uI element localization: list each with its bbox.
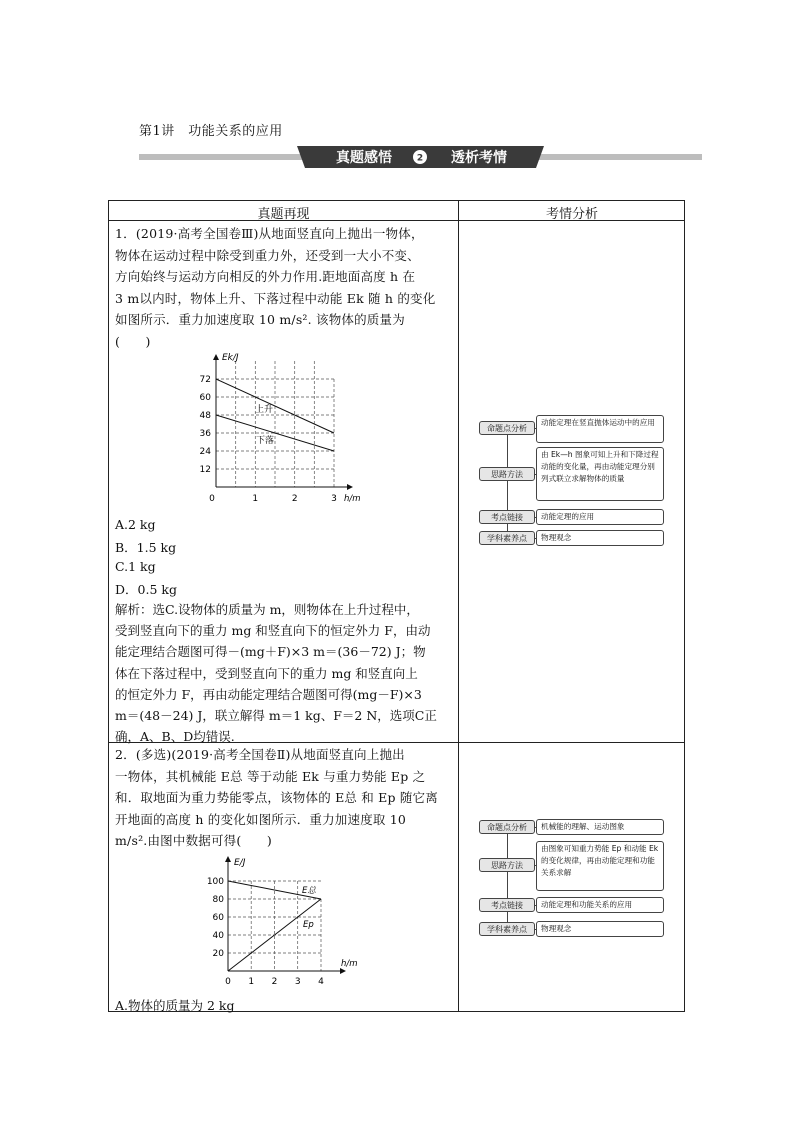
q1-cat-method: 思路方法 [479,467,535,481]
header-analysis: 考情分析 [545,207,598,222]
q2-cat-method: 思路方法 [479,858,535,872]
q1-chart [194,351,374,511]
q1-analysis-line: 确，A、B、D均错误. [115,729,235,745]
section-banner [139,145,702,169]
q2-total-label: E总 [302,886,316,896]
q2-ytick: 80 [212,895,224,905]
q2-xtick: 1 [248,977,255,987]
q1-ytick: 12 [199,465,211,475]
exam-table [108,200,685,1012]
q1-option-a: A.2 kg [115,517,156,532]
q2-line-3: 和．取地面为重力势能零点，该物体的 E总 和 Ep 随它离 [115,790,438,805]
q1-box-link: 动能定理的应用 [536,509,664,525]
q1-line-3: 方向始终与运动方向相反的外力作用.距地面高度 h 在 [115,269,416,284]
banner-left-text: 真题感悟 [336,150,392,166]
q1-analysis [115,599,455,747]
q2-ytick: 20 [212,949,224,959]
q2-option-a: A.物体的质量为 2 kg [115,998,235,1013]
q1-analysis-line: 能定理结合题图可得－(mg＋F)×3 m＝(36－72) J；物 [115,644,426,660]
q2-line-4: 开地面的高度 h 的变化如图所示．重力加速度取 10 [115,811,407,827]
q1-origin: 0 [209,494,215,504]
q1-ytick: 48 [199,411,211,421]
q1-analysis-line: 的恒定外力 F，再由动能定理结合题图可得(mg－F)×3 [115,686,422,702]
q2-chart [203,853,373,988]
q1-xtick: 3 [331,494,337,504]
q1-line-6: ( ) [115,333,151,349]
q1-option-c: C.1 kg [115,559,156,574]
q1-ytick: 36 [199,429,211,439]
q2-ytick: 60 [212,913,224,923]
q1-line-5: 如图所示．重力加速度取 10 m/s². 该物体的质量为 [115,312,405,327]
q1-box-literacy: 物理观念 [536,530,664,546]
q2-xtick: 4 [318,977,324,987]
q1-analysis-line: m＝(48－24) J，联立解得 m＝1 kg、F＝2 N，选项C正 [115,708,437,724]
q2-stem [115,744,452,852]
q1-ytick: 72 [199,375,211,385]
q1-ytick: 24 [199,447,211,457]
q2-line-2: 一物体，其机械能 E总 等于动能 Ek 与重力势能 Ep 之 [115,768,426,784]
q2-x-label: h/m [341,959,358,969]
q2-ytick: 100 [206,877,224,887]
q1-analysis-line: 体在下落过程中，受到竖直向下的重力 mg 和竖直向上 [115,665,418,681]
svg-text:2: 2 [416,153,424,164]
q2-y-label: E/J [234,858,246,868]
q2-cat-link: 考点链接 [479,898,535,912]
q1-box-point: 动能定理在竖直抛体运动中的应用 [536,415,664,443]
q1-y-label: Ek/J [222,353,239,363]
q1-option-d: D．0.5 kg [115,582,177,597]
q2-box-method: 由图象可知重力势能 Ep 和动能 Ek 的变化规律，再由动能定理和功能关系求解 [536,841,664,891]
q1-down-label: 下落 [256,436,275,446]
q2-box-literacy: 物理观念 [536,921,664,937]
q1-option-b: B．1.5 kg [115,540,177,555]
q2-xtick: 3 [294,977,301,987]
q2-line-1: 2．(多选)(2019·高考全国卷Ⅱ)从地面竖直向上抛出 [115,747,405,762]
q1-line-1: 1．(2019·高考全国卷Ⅲ)从地面竖直向上抛出一物体， [115,226,424,241]
q2-cat-literacy: 学科素养点 [479,922,535,936]
q2-line-5: m/s².由图中数据可得( ) [115,833,272,848]
q1-xtick: 1 [252,494,259,504]
q2-box-link: 动能定理和功能关系的应用 [536,897,664,913]
q1-cat-link: 考点链接 [479,510,535,524]
q1-box-method: 由 Ek—h 图象可知上升和下降过程动能的变化量，再由动能定理分别列式联立求解物体的质量 [536,447,664,501]
q1-up-label: 上升 [255,405,274,415]
q1-cat-point: 命题点分析 [479,421,535,435]
q1-xtick: 2 [291,494,298,504]
q2-origin: 0 [225,977,231,987]
q1-analysis-line: 受到竖直向下的重力 mg 和竖直向下的恒定外力 F，由动 [115,623,431,639]
q2-ytick: 40 [212,931,224,941]
header-real-questions: 真题再现 [257,207,310,222]
q1-stem [115,223,452,352]
q1-line-4: 3 m以内时，物体上升、下落过程中动能 Ek 随 h 的变化 [115,290,436,306]
q2-ep-label: Ep [303,920,314,930]
q1-analysis-line: 解析：选C.设物体的质量为 m，则物体在上升过程中， [115,602,419,617]
q1-ytick: 60 [199,393,211,403]
q1-x-label: h/m [344,494,361,504]
q2-box-point: 机械能的理解、运动图象 [536,819,664,835]
q2-cat-point: 命题点分析 [479,820,535,834]
q1-line-2: 物体在运动过程中除受到重力外，还受到一大小不变、 [115,247,420,263]
q1-cat-literacy: 学科素养点 [479,531,535,545]
lesson-title: 第1讲 功能关系的应用 [139,124,283,139]
banner-right-text: 透析考情 [451,150,507,166]
q2-xtick: 2 [271,977,278,987]
